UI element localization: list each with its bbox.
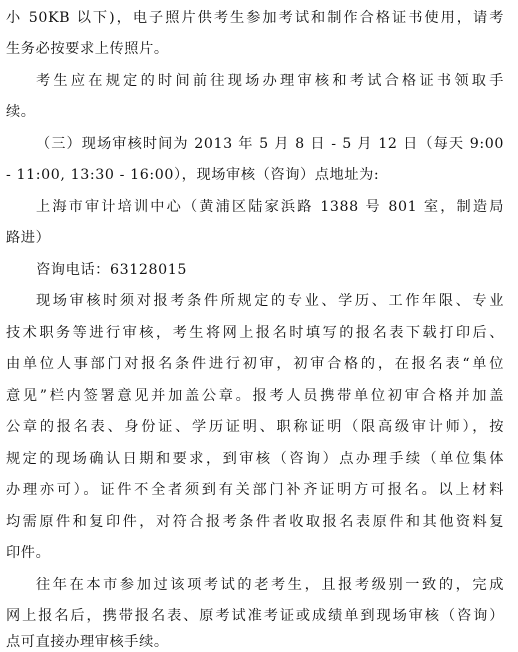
paragraph-line: 由单位人事部门对报名条件进行初审，初审合格的，在报名表“单位 [6,356,504,372]
paragraph-line: 现场审核时须对报考条件所规定的专业、学历、工作年限、专业 [36,293,504,309]
address-line: 上海市审计培训中心（黄浦区陆家浜路 1388 号 801 室，制造局 [36,199,504,215]
paragraph-line: 往年在本市参加过该项考试的老考生，且报考级别一致的，完成 [36,577,504,593]
paragraph-line: 公章的报名表、身份证、学历证明、职称证明（限高级审计师），按 [6,419,504,435]
address-line: 路进） [6,230,51,246]
paragraph-line: 意见”栏内签署意见并加盖公章。报考人员携带单位初审合格并加盖 [6,388,504,404]
paragraph-line: 生务必按要求上传照片。 [6,41,169,57]
paragraph-line: 小 50KB 以下)，电子照片供考生参加考试和制作合格证书使用，请考 [6,10,504,26]
paragraph-line: 网上报名后，携带报名表、原考试准考证或成绩单到现场审核（咨询） [6,608,504,624]
paragraph-line: 印件。 [6,545,51,561]
paragraph-line: 续。 [6,104,36,120]
paragraph-line: - 11:00, 13:30 - 16:00），现场审核（咨询）点地址为: [6,167,380,183]
paragraph-line: 均需原件和复印件，对符合报考条件者收取报名表原件和其他资料复 [6,514,504,530]
paragraph-line: 技术职务等进行审核，考生将网上报名时填写的报名表下载打印后、 [6,325,504,341]
paragraph-line: 规定的现场确认日期和要求，到审核（咨询）点办理手续（单位集体 [6,451,504,467]
paragraph-line: 考生应在规定的时间前往现场办理审核和考试合格证书领取手 [36,73,504,89]
section-heading-line: （三）现场审核时间为 2013 年 5 月 8 日 - 5 月 12 日（每天 9:00 [36,136,504,152]
paragraph-line: 点可直接办理审核手续。 [6,634,169,650]
paragraph-line: 办理亦可）。证件不全者须到有关部门补齐证明方可报名。以上材料 [6,482,504,498]
phone-line: 咨询电话：63128015 [36,262,187,278]
